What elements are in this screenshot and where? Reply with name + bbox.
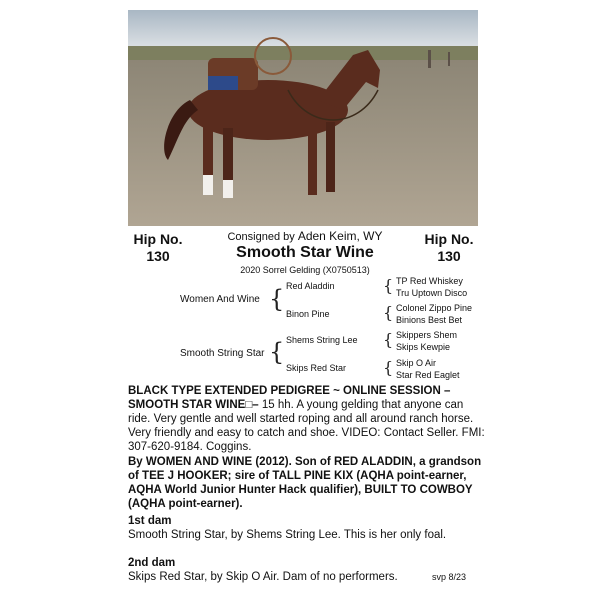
- consigned-prefix: Consigned by: [227, 231, 295, 243]
- sire-paragraph: [128, 455, 488, 511]
- horse-description: 2020 Sorrel Gelding (X0750513): [240, 265, 370, 275]
- pedigree-sire-dam: Binon Pine: [286, 309, 330, 319]
- first-dam-text: Smooth String Star, by Shems String Lee. This is her only foal.: [128, 529, 447, 541]
- pedigree-sire-sire: Red Aladdin: [286, 281, 335, 291]
- hip-number-left: [128, 231, 188, 265]
- pedigree-sire-sire-sire: TP Red Whiskey: [396, 276, 463, 286]
- pedigree-brace: {: [383, 358, 394, 377]
- pedigree-brace: {: [383, 276, 394, 295]
- pedigree-sire-dam-sire: Colonel Zippo Pine: [396, 303, 473, 313]
- first-dam-section: [128, 514, 488, 542]
- pedigree-brace: {: [383, 303, 394, 322]
- second-dam-text: Skips Red Star, by Skip O Air. Dam of no performers.: [128, 571, 398, 583]
- consignor-line: [200, 229, 410, 243]
- pedigree-dam: Smooth String Star: [180, 348, 265, 359]
- sire-description: By WOMEN AND WINE (2012). Son of RED ALADDIN, a grandson of TEE J HOOKER; sire of TALL PINE KIX (AQHA point-earner, AQHA World Junior Hunter Hack qualifier), BUILT TO COWBOY (AQHA point-earner).: [128, 456, 482, 510]
- pedigree-sire-sire-dam: Tru Uptown Disco: [396, 288, 468, 298]
- description-paragraph: [128, 384, 488, 454]
- pedigree-brace: {: [383, 330, 394, 349]
- pedigree-sire-dam-dam: Binions Best Bet: [396, 315, 463, 325]
- horse-photo: [128, 10, 478, 226]
- hip-label-right: Hip No.: [424, 231, 474, 247]
- hip-label-left: Hip No.: [133, 231, 183, 247]
- second-dam-heading: 2nd dam: [128, 557, 176, 569]
- pedigree-brace: {: [269, 285, 285, 313]
- pedigree-dam-dam: Skips Red Star: [286, 363, 347, 373]
- hip-value-right: 130: [437, 248, 461, 264]
- pedigree-dam-dam-sire: Skip O Air: [396, 358, 437, 368]
- first-dam-heading: 1st dam: [128, 515, 172, 527]
- hip-value-left: 130: [146, 248, 170, 264]
- description-text: 15 hh. A young gelding that anyone can ride. Very gentle and well started roping and all around ranch horse. Very friendly and easy to catch and shoe. VIDEO: Contact Seller. FMI: 307-620-9184. Coggins.: [128, 399, 485, 453]
- pedigree-dam-dam-dam: Star Red Eaglet: [396, 370, 460, 380]
- pedigree-dam-sire-dam: Skips Kewpie: [396, 342, 451, 352]
- pedigree-dam-sire-sire: Skippers Shem: [396, 330, 458, 340]
- pedigree-brace: {: [269, 338, 285, 366]
- horse-name: Smooth Star Wine: [236, 244, 374, 261]
- sale-code: svp 8/23: [432, 572, 467, 582]
- description-bold-lead: BLACK TYPE EXTENDED PEDIGREE ~ ONLINE SESSION – SMOOTH STAR WINE□–: [128, 385, 451, 411]
- pedigree-sire: Women And Wine: [180, 294, 260, 305]
- hip-number-right: [417, 231, 481, 265]
- consignor-name: Aden Keim, WY: [297, 229, 383, 243]
- pedigree-dam-sire: Shems String Lee: [286, 335, 358, 345]
